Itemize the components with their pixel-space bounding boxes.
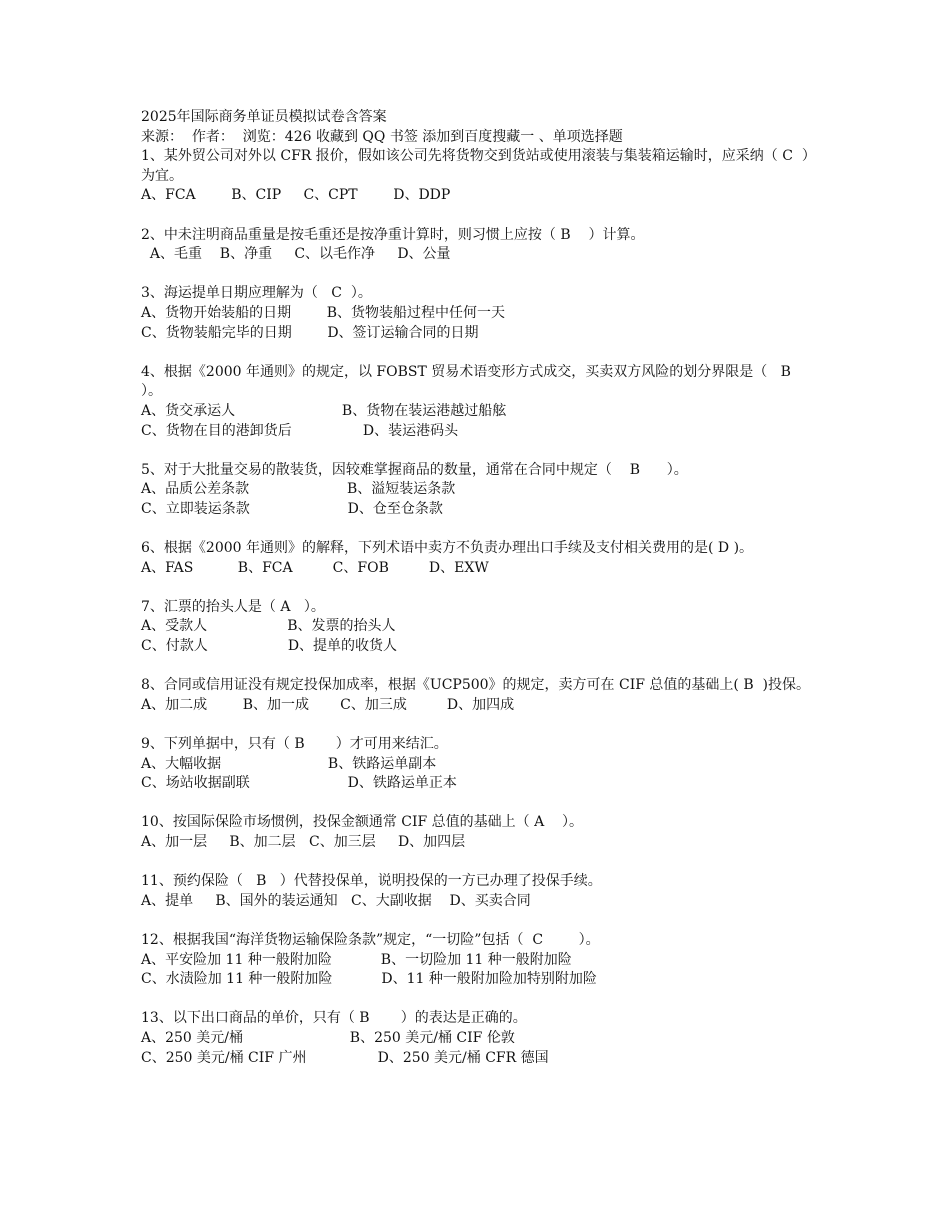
- spacer: [141, 206, 821, 226]
- question-options: A、毛重 B、净重 C、以毛作净 D、公量: [141, 246, 451, 263]
- question-1: [141, 147, 821, 206]
- question-3: [141, 284, 821, 343]
- question-9: [141, 735, 821, 794]
- question-13: [141, 1009, 821, 1068]
- question-7: [141, 598, 821, 657]
- source-line: 来源： 作者： 浏览：426 收藏到 QQ 书签 添加到百度搜藏一 、单项选择题: [141, 128, 623, 145]
- question-10: [141, 813, 821, 852]
- question-stem: 6、根据《2000 年通则》的解释，下列术语中卖方不负责办理出口手续及支付相关费用的是( D )。: [141, 540, 754, 557]
- question-stem: 2、中未注明商品重量是按毛重还是按净重计算时，则习惯上应按（ B ）计算。: [141, 226, 645, 243]
- spacer: [141, 657, 821, 677]
- question-stem: 3、海运提单日期应理解为（ C ）。: [141, 285, 372, 302]
- document-title: 2025年国际商务单证员模拟试卷含答案: [141, 109, 387, 125]
- spacer: [141, 578, 821, 598]
- spacer: [141, 343, 821, 363]
- question-options: A、货物开始装船的日期 B、货物装船过程中任何一天: [141, 304, 505, 321]
- question-5: [141, 461, 821, 520]
- question-options: A、大幅收据 B、铁路运单副本: [141, 755, 437, 772]
- question-11: [141, 872, 821, 911]
- question-stem: 11、预约保险（ B ）代替投保单，说明投保的一方已办理了投保手续。: [141, 873, 602, 890]
- document-page: [141, 108, 821, 1068]
- spacer: [141, 715, 821, 735]
- question-options: A、加二成 B、加一成 C、加三成 D、加四成: [141, 696, 515, 713]
- question-options: C、付款人 D、提单的收货人: [141, 638, 398, 655]
- spacer: [141, 519, 821, 539]
- spacer: [141, 990, 821, 1010]
- question-options: A、提单 B、国外的装运通知 C、大副收据 D、买卖合同: [141, 892, 531, 909]
- question-options: C、货物在目的港卸货后 D、装运港码头: [141, 422, 459, 439]
- question-options: A、250 美元/桶 B、250 美元/桶 CIF 伦敦: [141, 1029, 515, 1046]
- question-12: [141, 931, 821, 990]
- question-stem: 4、根据《2000 年通则》的规定，以 FOBST 贸易术语变形方式成交，买卖双方风险的划分界限是（ B ）。: [141, 363, 809, 400]
- question-options: C、水渍险加 11 种一般附加险 D、11 种一般附加险加特别附加险: [141, 971, 597, 988]
- question-options: A、加一层 B、加二层 C、加三层 D、加四层: [141, 833, 466, 850]
- question-options: C、立即装运条款 D、仓至仓条款: [141, 500, 443, 517]
- question-options: A、受款人 B、发票的抬头人: [141, 618, 396, 635]
- question-stem: 8、合同或信用证没有规定投保加成率，根据《UCP500》的规定，卖方可在 CIF 总值的基础上( B )投保。: [141, 677, 810, 694]
- spacer: [141, 794, 821, 814]
- question-6: [141, 539, 821, 578]
- spacer: [141, 441, 821, 461]
- question-8: [141, 676, 821, 715]
- question-options: C、货物装船完毕的日期 D、签订运输合同的日期: [141, 324, 479, 341]
- question-stem: 13、以下出口商品的单价，只有（ B ）的表达是正确的。: [141, 1010, 527, 1027]
- question-stem: 9、下列单据中，只有（ B ）才可用来结汇。: [141, 736, 448, 752]
- spacer: [141, 265, 821, 285]
- question-options: A、货交承运人 B、货物在装运港越过船舷: [141, 402, 507, 419]
- spacer: [141, 853, 821, 873]
- question-options: C、场站收据副联 D、铁路运单正本: [141, 775, 457, 792]
- question-stem: 7、汇票的抬头人是（ A ）。: [141, 598, 325, 615]
- question-2: [141, 226, 821, 265]
- question-options: A、品质公差条款 B、溢短装运条款: [141, 481, 456, 498]
- question-options: C、250 美元/桶 CIF 广州 D、250 美元/桶 CFR 德国: [141, 1049, 549, 1066]
- question-options: A、FAS B、FCA C、FOB D、EXW: [141, 559, 489, 576]
- question-4: [141, 363, 821, 441]
- question-stem: 10、按国际保险市场惯例，投保金额通常 CIF 总值的基础上（ A ）。: [141, 814, 584, 831]
- question-stem: 1、某外贸公司对外以 CFR 报价，假如该公司先将货物交到货站或使用滚装与集装箱运输时，应采纳（ C ）为宜。: [141, 148, 816, 184]
- spacer: [141, 911, 821, 931]
- question-stem: 12、根据我国“海洋货物运输保险条款”规定，“一切险”包括（ C ）。: [141, 931, 600, 948]
- question-stem: 5、对于大批量交易的散装货，因较难掌握商品的数量，通常在合同中规定（ B ）。: [141, 461, 688, 478]
- question-options: A、FCA B、CIP C、CPT D、DDP: [141, 187, 451, 204]
- question-options: A、平安险加 11 种一般附加险 B、一切险加 11 种一般附加险: [141, 951, 572, 968]
